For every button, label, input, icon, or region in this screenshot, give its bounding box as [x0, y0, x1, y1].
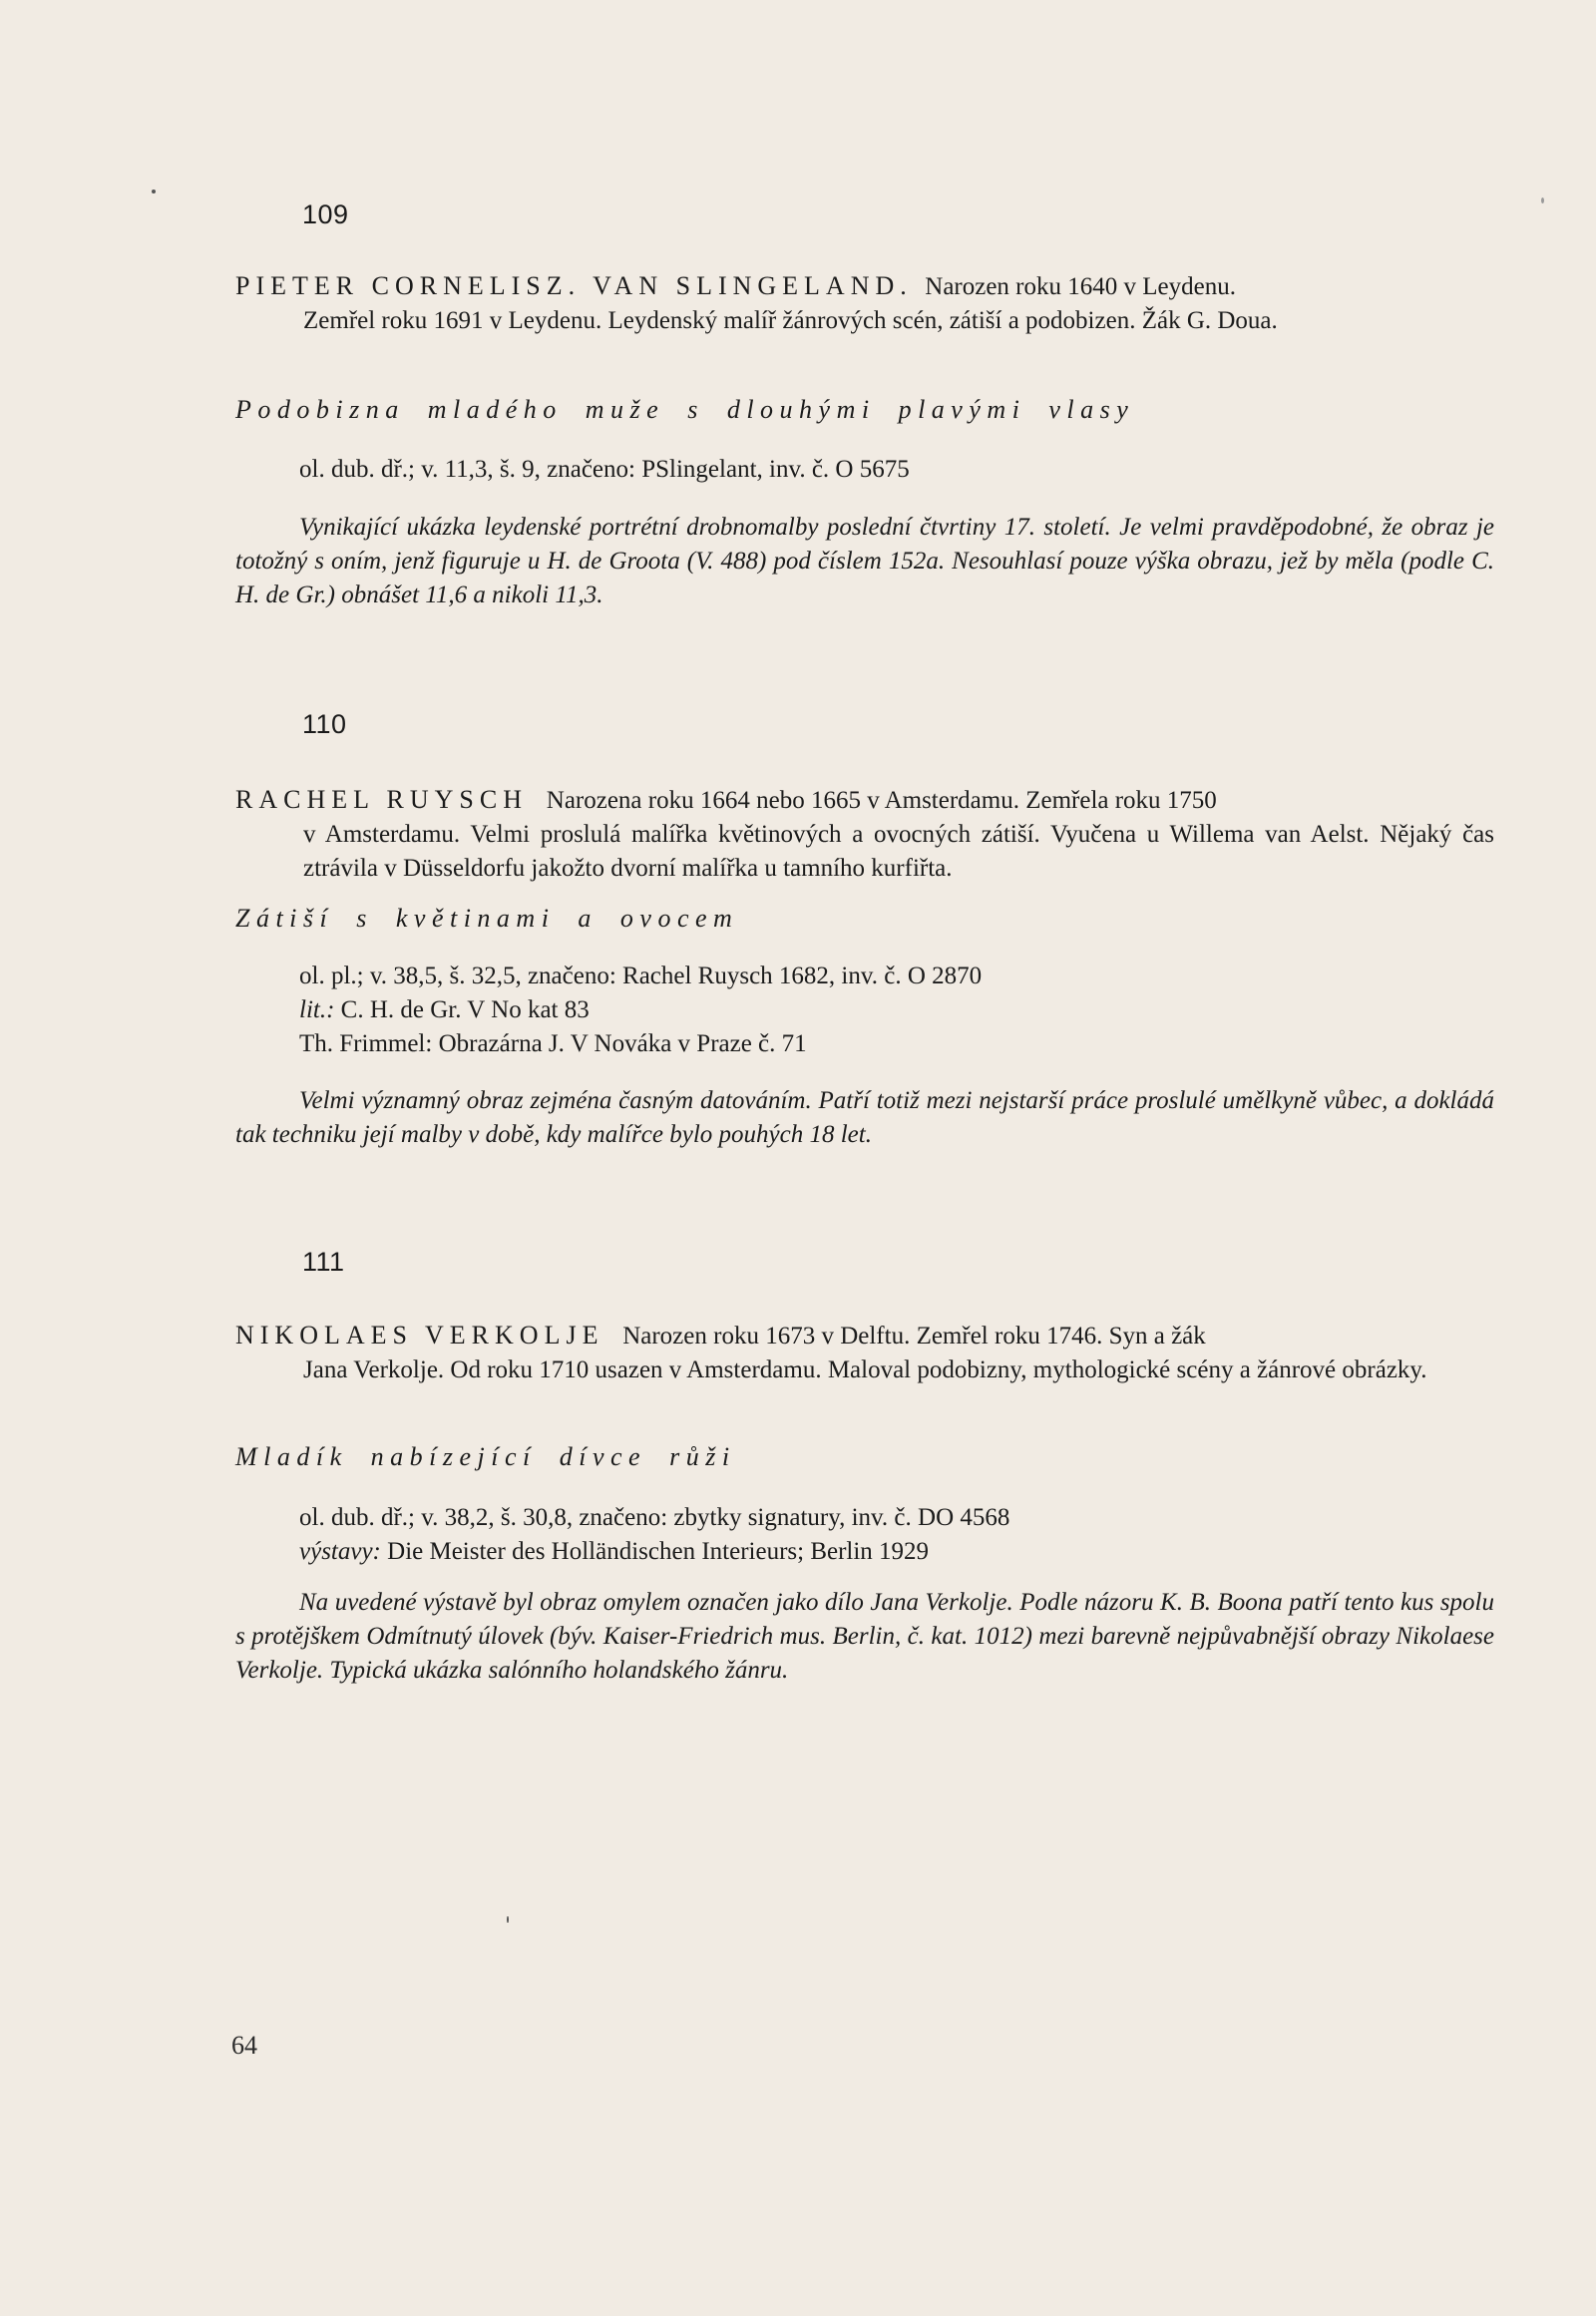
entry-111-header	[235, 1319, 1494, 1387]
entry-number-110: 110	[302, 709, 347, 739]
note-text: Vynikající ukázka leydenské portrétní drobnomalby poslední čtvrtiny 17. století. Je velmi pravděpodobné, že obraz je totožný s oním, jenž figuruje u H. de Groota (V. 488) pod číslem 152a. Nesouhlasí pouze výška obrazu, jež by měla (podle C. H. de Gr.) obnášet 11,6 a nikoli 11,3.	[235, 514, 1494, 608]
literature-text: C. H. de Gr. V No kat 83	[340, 996, 590, 1023]
artwork-title: Podobizna mladého muže s dlouhými plavými vlasy	[235, 395, 1135, 424]
scan-speck	[507, 1916, 509, 1923]
note-text: Velmi významný obraz zejména časným datováním. Patří totiž mezi nejstarší práce proslulé umělkyně vůbec, a dokládá tak techniku její malby v době, kdy malířce bylo pouhých 18 let.	[235, 1087, 1494, 1148]
exhibition-line	[299, 1535, 1009, 1569]
artist-bio-first: Narozen roku 1640 v Leydenu.	[925, 273, 1236, 300]
exhibition-text: Die Meister des Holländischen Interieurs; Berlin 1929	[387, 1538, 930, 1565]
artist-name: PIETER CORNELISZ. VAN SLINGELAND.	[235, 271, 913, 300]
artist-bio-rest: Jana Verkolje. Od roku 1710 usazen v Amsterdamu. Maloval podobizny, mythologické scény a žánrové obrázky.	[303, 1356, 1427, 1383]
literature-label: lit.:	[299, 996, 335, 1023]
artwork-title: Zátiší s květinami a ovocem	[235, 904, 739, 933]
artwork-note	[235, 1586, 1494, 1688]
scan-speck	[152, 190, 156, 193]
exhibition-label: výstavy:	[299, 1538, 381, 1565]
literature-line	[299, 993, 982, 1027]
note-text: Na uvedené výstavě byl obraz omylem označen jako dílo Jana Verkolje. Podle názoru K. B. Boona patří tento kus spolu s protějškem Odmítnutý úlovek (býv. Kaiser-Friedrich mus. Berlin, č. kat. 1012) mezi barevně nejpůvabnější obrazy Nikolaese Verkolje. Typická ukázka salónního holandského žánru.	[235, 1589, 1494, 1684]
specs-line: Th. Frimmel: Obrazárna J. V Nováka v Praze č. 71	[299, 1030, 807, 1057]
entry-number-111: 111	[302, 1247, 345, 1277]
artist-bio-rest: Zemřel roku 1691 v Leydenu. Leydenský malíř žánrových scén, zátiší a podobizen. Žák G. Doua.	[303, 307, 1278, 334]
artwork-note	[235, 1084, 1494, 1152]
artist-bio-first: Narozena roku 1664 nebo 1665 v Amsterdamu. Zemřela roku 1750	[546, 787, 1217, 814]
scan-speck	[1541, 197, 1544, 203]
artwork-specs	[299, 960, 982, 1061]
page-number: 64	[231, 2031, 257, 2060]
specs-line: ol. dub. dř.; v. 38,2, š. 30,8, značeno: zbytky signatury, inv. č. DO 4568	[299, 1504, 1010, 1531]
artist-name: NIKOLAES VERKOLJE	[235, 1321, 604, 1350]
specs-line: ol. pl.; v. 38,5, š. 32,5, značeno: Rachel Ruysch 1682, inv. č. O 2870	[299, 963, 983, 989]
artwork-specs	[299, 453, 910, 487]
artist-bio-first: Narozen roku 1673 v Delftu. Zemřel roku 1746. Syn a žák	[622, 1323, 1206, 1350]
artwork-note	[235, 511, 1494, 612]
entry-109-header	[235, 269, 1494, 338]
entry-110-header	[235, 783, 1494, 886]
artwork-title: Mladík nabízející dívce růži	[235, 1442, 736, 1471]
artist-name: RACHEL RUYSCH	[235, 785, 529, 814]
artist-bio-rest: v Amsterdamu. Velmi proslulá malířka květinových a ovocných zátiší. Vyučena u Willema van Aelst. Nějaký čas ztrávila v Düsseldorfu jakožto dvorní malířka u tamního kurfiřta.	[303, 821, 1494, 882]
specs-line: ol. dub. dř.; v. 11,3, š. 9, značeno: PSlingelant, inv. č. O 5675	[299, 456, 910, 483]
entry-number-109: 109	[302, 199, 349, 229]
artwork-specs	[299, 1501, 1009, 1569]
